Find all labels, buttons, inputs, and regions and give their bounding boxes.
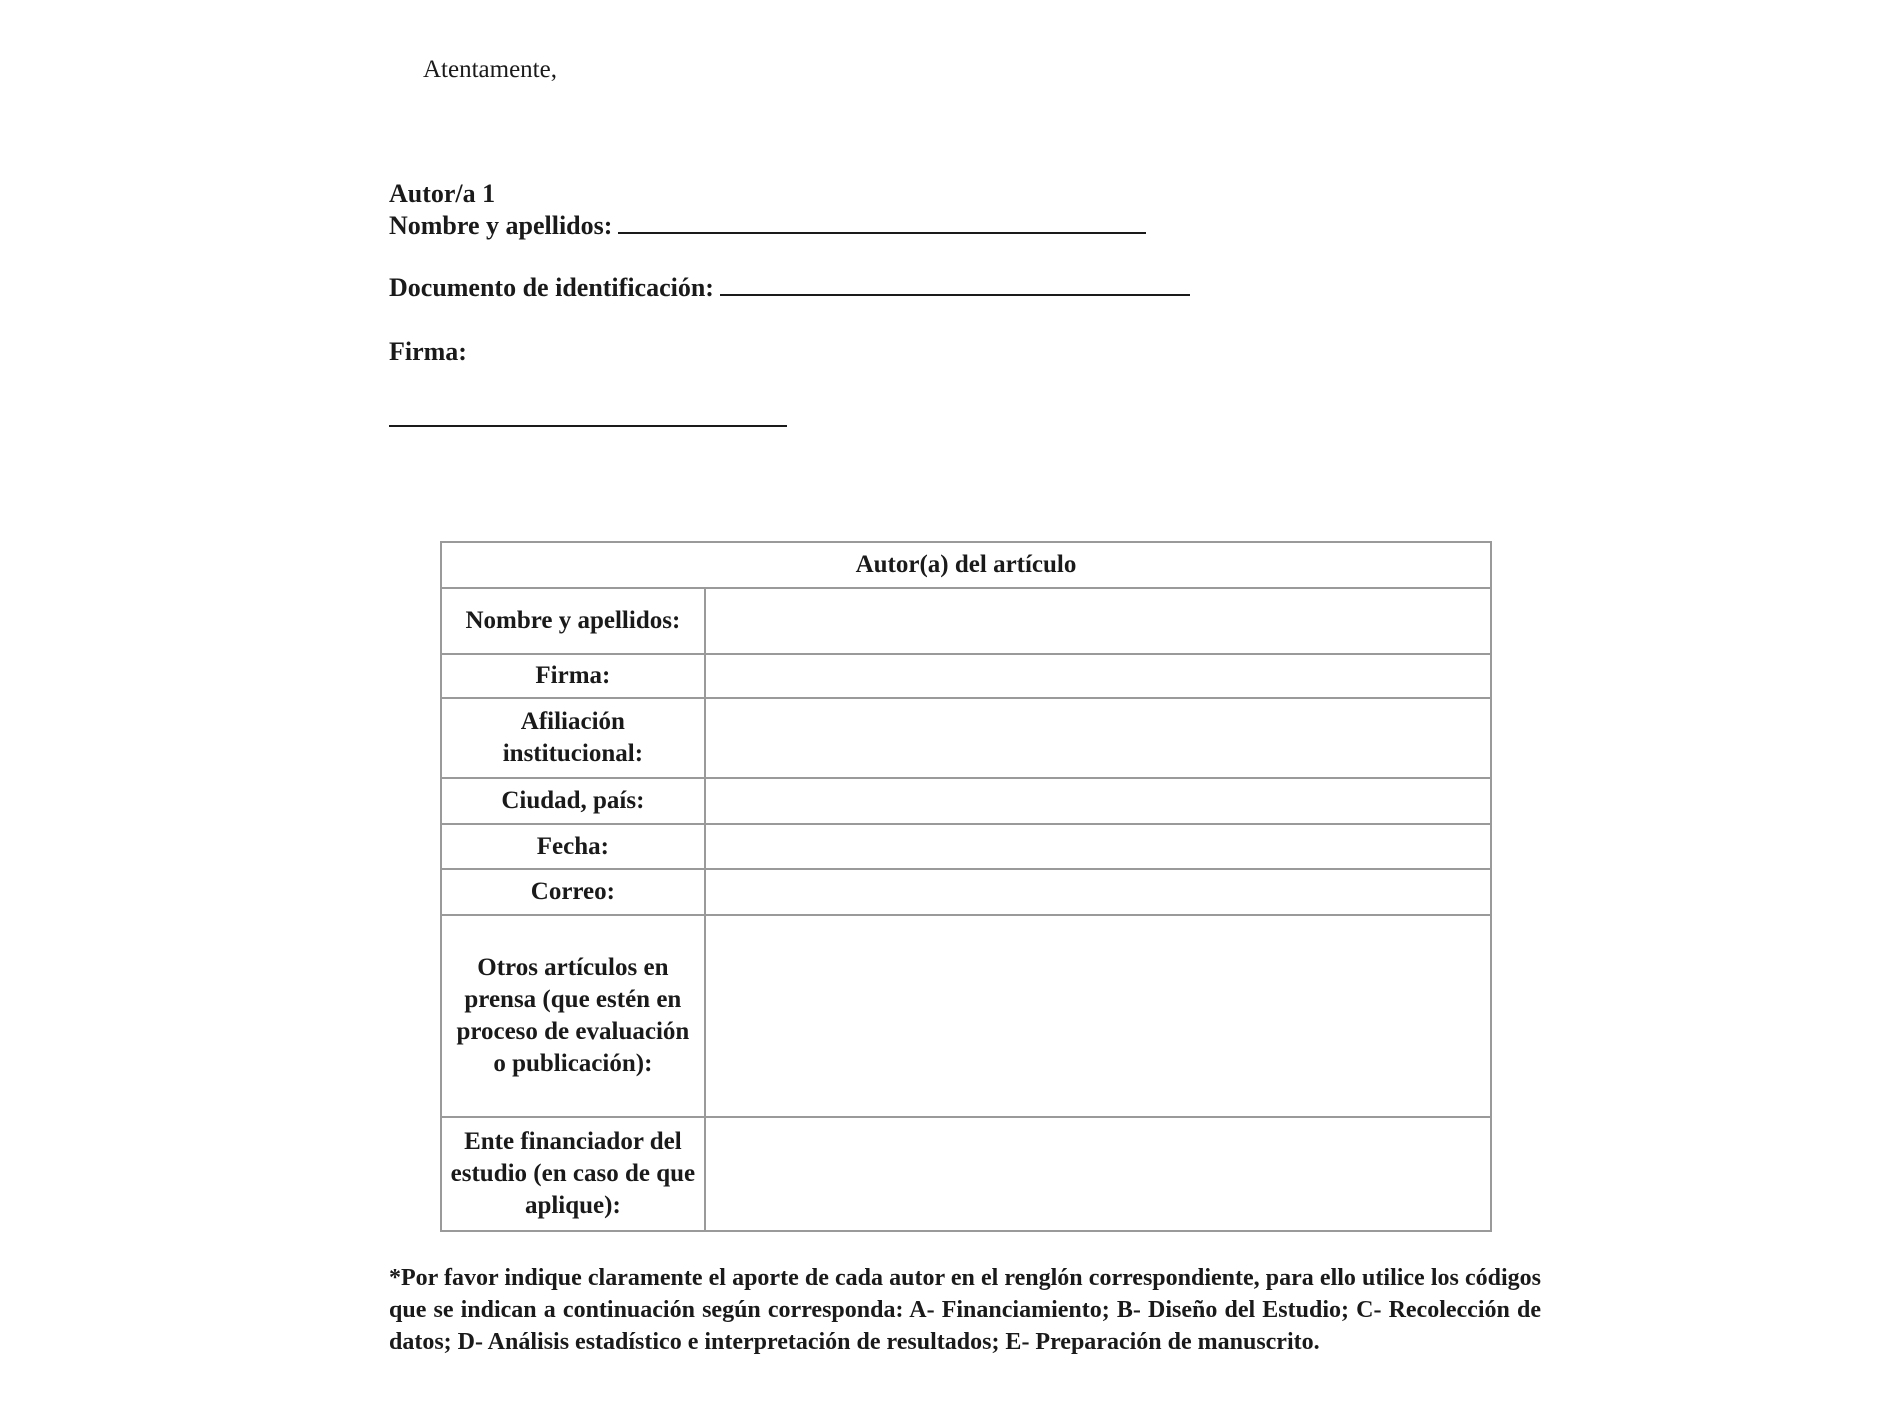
row-label-other-articles: Otros artículos en prensa (que estén en proceso de evaluación o publicación): xyxy=(441,915,705,1117)
document-label: Documento de identificación: xyxy=(389,273,714,302)
row-label-email: Correo: xyxy=(441,869,705,915)
row-label-signature: Firma: xyxy=(441,654,705,698)
row-value-affiliation[interactable] xyxy=(705,698,1491,778)
document-blank-line[interactable] xyxy=(720,276,1190,296)
name-blank-line[interactable] xyxy=(618,214,1146,234)
table-row xyxy=(441,588,1491,654)
row-value-funder[interactable] xyxy=(705,1117,1491,1231)
author-info-table xyxy=(440,541,1492,1232)
row-label-funder: Ente financiador del estudio (en caso de que aplique): xyxy=(441,1117,705,1231)
author-signature-block xyxy=(389,178,1190,368)
row-value-other-articles[interactable] xyxy=(705,915,1491,1117)
table-row xyxy=(441,869,1491,915)
table-row xyxy=(441,654,1491,698)
row-value-date[interactable] xyxy=(705,824,1491,869)
document-row xyxy=(389,272,1190,304)
name-label: Nombre y apellidos: xyxy=(389,211,613,240)
table-row xyxy=(441,778,1491,824)
table-header: Autor(a) del artículo xyxy=(441,542,1491,588)
row-label-city-country: Ciudad, país: xyxy=(441,778,705,824)
table-row xyxy=(441,824,1491,869)
row-label-date: Fecha: xyxy=(441,824,705,869)
contribution-note: *Por favor indique claramente el aporte de cada autor en el renglón correspondiente, para ello utilice los códigos que se indican a continuación según corresponda: A- Financiamiento; B- Diseño del Estudio; C- Recolección de datos; D- Análisis estadístico e interpretación de resultados; E- Preparación de manuscrito. xyxy=(389,1265,1541,1355)
row-value-email[interactable] xyxy=(705,869,1491,915)
table-row xyxy=(441,1117,1491,1231)
signature-label: Firma: xyxy=(389,337,467,366)
author-heading: Autor/a 1 xyxy=(389,179,496,208)
signature-blank-line[interactable] xyxy=(389,425,787,427)
row-label-name: Nombre y apellidos: xyxy=(441,588,705,654)
closing-text: Atentamente, xyxy=(423,56,557,83)
row-value-name[interactable] xyxy=(705,588,1491,654)
row-value-signature[interactable] xyxy=(705,654,1491,698)
table-row xyxy=(441,698,1491,778)
name-row xyxy=(389,210,1190,242)
row-value-city-country[interactable] xyxy=(705,778,1491,824)
row-label-affiliation: Afiliación institucional: xyxy=(441,698,705,778)
table-row xyxy=(441,915,1491,1117)
